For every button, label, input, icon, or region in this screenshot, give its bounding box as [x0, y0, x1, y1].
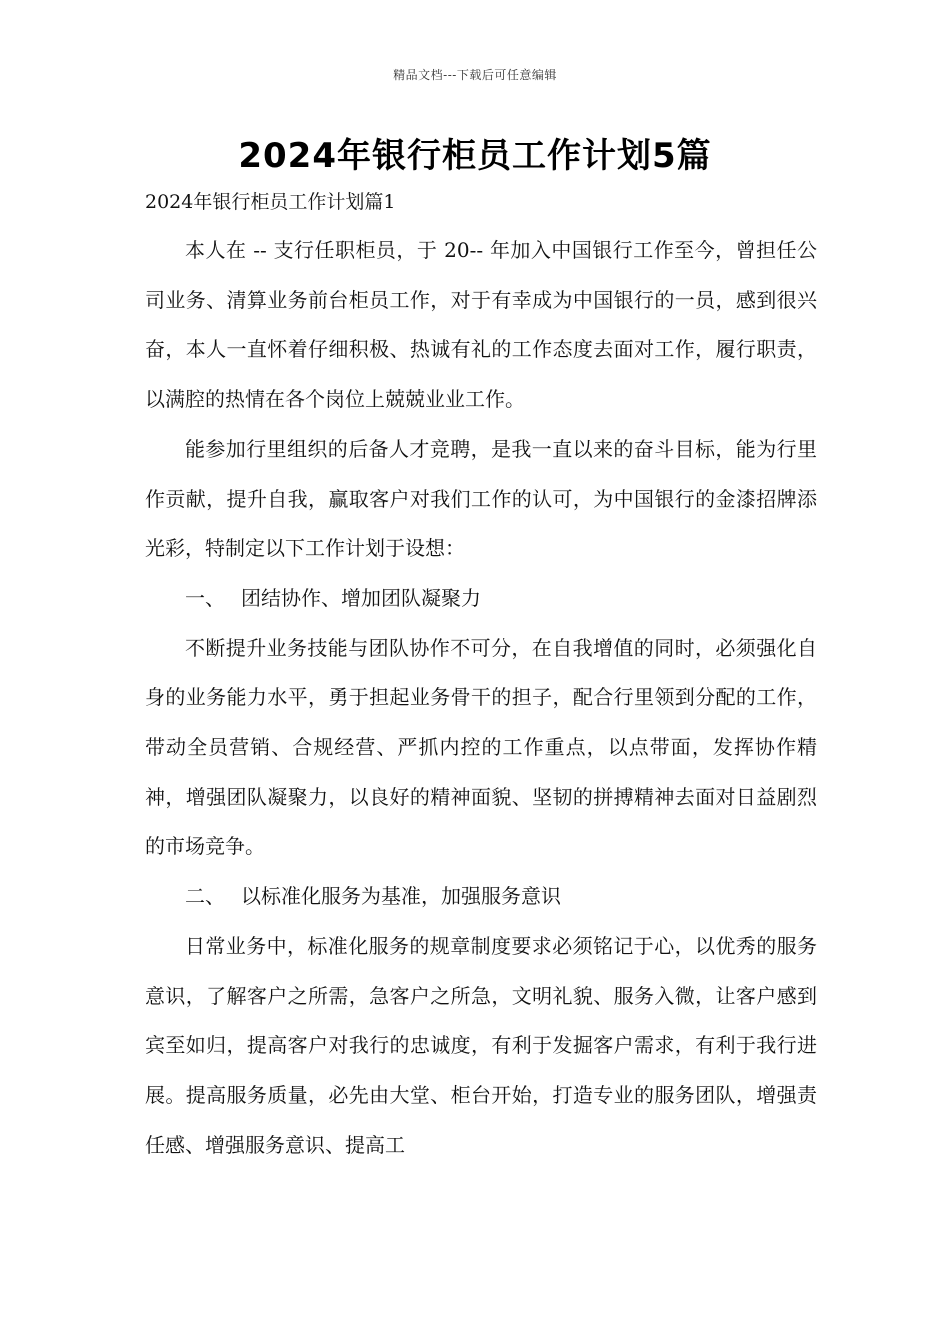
subsection-2-heading [145, 872, 817, 922]
subsection-1-text: 不断提升业务技能与团队协作不可分，在自我增值的同时，必须强化自身的业务能力水平，勇于担起业务骨干的担子，配合行里领到分配的工作，带动全员营销、合规经营、严抓内控的工作重点，以点带面，发挥协作精神，增强团队凝聚力，以良好的精神面貌、坚韧的拼搏精神去面对日益剧烈的市场竞争。 [145, 635, 817, 859]
subsection-1-title: 团结协作、增加团队凝聚力 [241, 585, 481, 610]
paragraph-goal: 能参加行里组织的后备人才竞聘，是我一直以来的奋斗目标，能为行里作贡献，提升自我，赢取客户对我们工作的认可，为中国银行的金漆招牌添光彩，特制定以下工作计划于设想： [145, 436, 817, 561]
subsection-2-number: 二、 [185, 884, 225, 909]
subsection-2-text: 日常业务中，标准化服务的规章制度要求必须铭记于心，以优秀的服务意识，了解客户之所需，急客户之所急，文明礼貌、服务入微，让客户感到宾至如归，提高客户对我行的忠诚度，有利于发掘客户需求，有利于我行进展。提高服务质量，必先由大堂、柜台开始，打造专业的服务团队，增强责任感、增强服务意识、提高工 [145, 933, 817, 1157]
subsection-1-number: 一、 [185, 585, 225, 610]
header-watermark: 精品文档---下载后可任意编辑 [393, 68, 557, 82]
section-heading: 2024年银行柜员工作计划篇1 [145, 191, 396, 213]
document-body [145, 226, 817, 1170]
document-title: 2024年银行柜员工作计划5篇 [238, 136, 712, 176]
subsection-2-title: 以标准化服务为基准，加强服务意识 [241, 884, 561, 909]
paragraph-intro: 本人在 -- 支行任职柜员，于 20-- 年加入中国银行工作至今，曾担任公司业务、清算业务前台柜员工作，对于有幸成为中国银行的一员，感到很兴奋，本人一直怀着仔细积极、热诚有礼的工作态度去面对工作，履行职责，以满腔的热情在各个岗位上兢兢业业工作。 [145, 238, 817, 412]
subsection-1-heading [145, 574, 817, 624]
